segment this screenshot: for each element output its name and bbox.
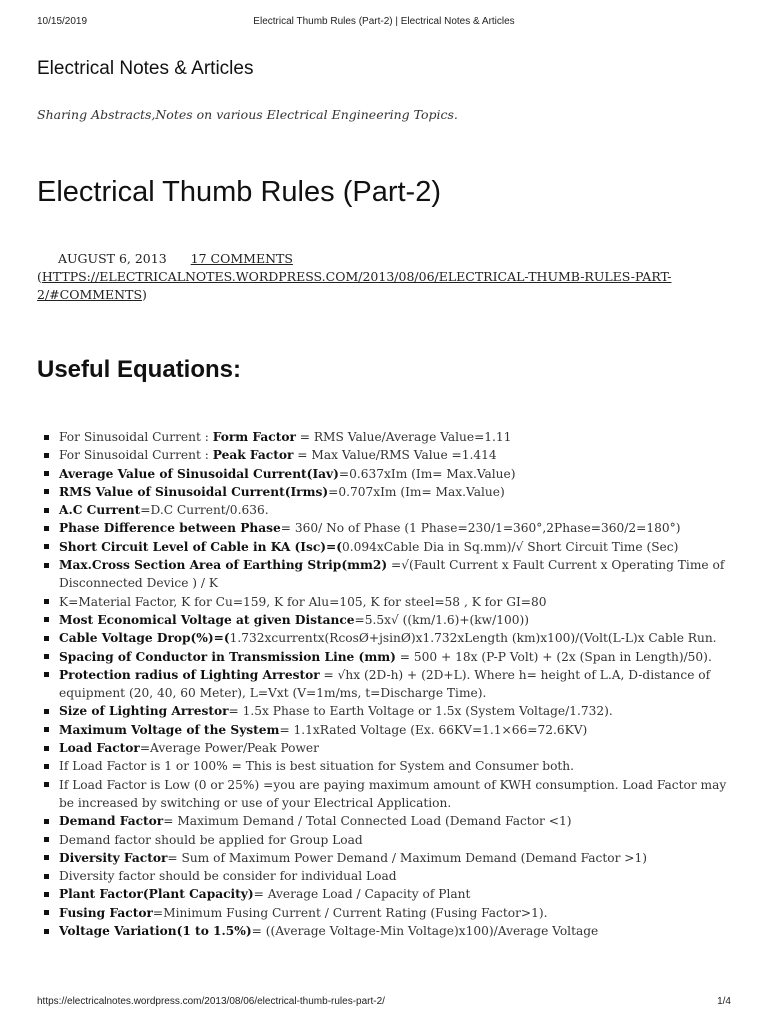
comments-url-close: ) — [142, 287, 147, 302]
print-date: 10/15/2019 — [37, 16, 88, 27]
item-text: = 1.1xRated Voltage (Ex. 66KV=1.1×66=72.6KV) — [279, 722, 588, 737]
list-item — [37, 629, 737, 647]
list-item — [37, 483, 737, 501]
list-item — [37, 776, 737, 813]
item-text: Diversity factor should be consider for individual Load — [59, 869, 397, 884]
list-item — [37, 867, 737, 885]
list-item — [37, 904, 737, 922]
list-item — [37, 465, 737, 483]
item-text: = ((Average Voltage-Min Voltage)x100)/Average Voltage — [251, 924, 599, 939]
print-header — [37, 16, 731, 30]
item-term: Form Factor — [212, 430, 296, 444]
item-term: Spacing of Conductor in Transmission Line (mm) — [59, 649, 396, 664]
item-text: =√(Fault Current x Fault Current x Operating Time of Disconnected Device ) / K — [59, 558, 725, 591]
item-term: Size of Lighting Arrestor — [59, 704, 229, 719]
comments-link[interactable]: 17 COMMENTS — [190, 251, 293, 266]
post-date: AUGUST 6, 2013 — [58, 251, 167, 266]
site-tagline: Sharing Abstracts,Notes on various Electrical Engineering Topics. — [37, 107, 458, 122]
list-item — [37, 757, 737, 775]
item-text: =0.637xIm (Im= Max.Value) — [338, 466, 516, 481]
item-term: Voltage Variation(1 to 1.5%) — [59, 924, 252, 939]
item-text: = Average Load / Capacity of Plant — [253, 887, 471, 902]
list-item — [37, 611, 737, 629]
item-term: Fusing Factor — [59, 905, 153, 920]
item-text: = 1.5x Phase to Earth Voltage or 1.5x (System Voltage/1.732). — [228, 704, 613, 719]
list-item — [37, 831, 737, 849]
item-term: Plant Factor(Plant Capacity) — [59, 887, 254, 902]
item-term: A.C Current — [59, 503, 141, 518]
item-term: Protection radius of Lighting Arrestor — [59, 667, 320, 682]
item-text: =5.5x√ ((km/1.6)+(kw/100)) — [354, 612, 529, 627]
item-term: Peak Factor — [212, 448, 294, 463]
list-item — [37, 739, 737, 757]
list-item — [37, 922, 737, 940]
item-term: Demand Factor — [59, 814, 164, 829]
list-item — [37, 812, 737, 830]
list-item — [37, 556, 737, 593]
print-footer — [37, 996, 731, 1010]
item-text: =Average Power/Peak Power — [139, 741, 319, 756]
item-text: =Minimum Fusing Current / Current Rating (Fusing Factor>1). — [152, 905, 548, 920]
list-item — [37, 648, 737, 666]
item-text: = RMS Value/Average Value=1.11 — [295, 430, 512, 444]
list-item — [37, 446, 737, 464]
list-item — [37, 428, 737, 446]
list-item — [37, 593, 737, 611]
item-text: = 500 + 18x (P-P Volt) + (2x (Span in Length)/50). — [395, 649, 712, 664]
list-item — [37, 501, 737, 519]
site-title[interactable]: Electrical Notes & Articles — [37, 58, 254, 79]
item-text: = Sum of Maximum Power Demand / Maximum Demand (Demand Factor >1) — [167, 850, 648, 865]
item-term: Diversity Factor — [59, 850, 168, 865]
list-item — [37, 666, 737, 703]
item-text: 0.094xCable Dia in Sq.mm)/√ Short Circuit Time (Sec) — [342, 539, 679, 554]
section-heading: Useful Equations: — [37, 356, 242, 383]
item-term: Cable Voltage Drop(%)=( — [59, 631, 230, 646]
item-text: Demand factor should be applied for Group Load — [59, 832, 363, 847]
item-text: = 360/ No of Phase (1 Phase=230/1=360°,2Phase=360/2=180°) — [280, 521, 681, 536]
item-text: K=Material Factor, K for Cu=159, K for Alu=105, K for steel=58 , K for GI=80 — [59, 594, 547, 609]
post-meta — [37, 250, 717, 304]
print-url: https://electricalnotes.wordpress.com/2013/08/06/electrical-thumb-rules-part-2/ — [37, 996, 385, 1007]
item-text: =D.C Current/0.636. — [140, 503, 269, 518]
list-item — [37, 721, 737, 739]
item-text: If Load Factor is Low (0 or 25%) =you are paying maximum amount of KWH consumption. Load Factor may be increased by switching or use of your Electrical Application. — [59, 777, 727, 810]
post-title: Electrical Thumb Rules (Part-2) — [37, 176, 441, 208]
item-term: RMS Value of Sinusoidal Current(Irms) — [59, 484, 329, 499]
item-text: If Load Factor is 1 or 100% = This is best situation for System and Consumer both. — [59, 759, 575, 774]
item-term: Most Economical Voltage at given Distance — [59, 612, 355, 627]
item-term: Average Value of Sinusoidal Current(Iav) — [59, 466, 339, 481]
page-number: 1/4 — [717, 996, 731, 1007]
comments-url-open: ( — [37, 269, 42, 284]
item-term: Phase Difference between Phase — [59, 521, 281, 536]
item-term: Load Factor — [59, 741, 140, 756]
equations-list — [37, 428, 737, 940]
item-text: = Maximum Demand / Total Connected Load (Demand Factor <1) — [163, 814, 572, 829]
list-item — [37, 538, 737, 556]
item-text: =0.707xIm (Im= Max.Value) — [328, 484, 505, 499]
print-page-title: Electrical Thumb Rules (Part-2) | Electrical Notes & Articles — [253, 16, 515, 27]
list-item — [37, 885, 737, 903]
list-item — [37, 849, 737, 867]
list-item — [37, 702, 737, 720]
item-term: Maximum Voltage of the System — [59, 722, 280, 737]
item-term: Short Circuit Level of Cable in KA (Isc)=( — [59, 539, 343, 554]
item-text: = √hx (2D-h) + (2D+L). Where h= height of L.A, D-distance of equipment (20, 40, 60 Meter), L=Vxt (V=1m/ms, t=Discharge Time). — [59, 667, 711, 701]
item-text: 1.732xcurrentx(RcosØ+jsinØ)x1.732xLength (km)x100)/(Volt(L-L)x Cable Run. — [229, 631, 717, 646]
item-text: For Sinusoidal Current : — [59, 430, 213, 444]
item-text: For Sinusoidal Current : — [59, 448, 213, 463]
item-term: Max.Cross Section Area of Earthing Strip(mm2) — [59, 558, 388, 573]
item-text: = Max Value/RMS Value =1.414 — [293, 448, 497, 463]
comments-url-link[interactable]: HTTPS://ELECTRICALNOTES.WORDPRESS.COM/2013/08/06/ELECTRICAL-THUMB-RULES-PART-2/#COMMENTS — [37, 269, 672, 302]
list-item — [37, 519, 737, 537]
